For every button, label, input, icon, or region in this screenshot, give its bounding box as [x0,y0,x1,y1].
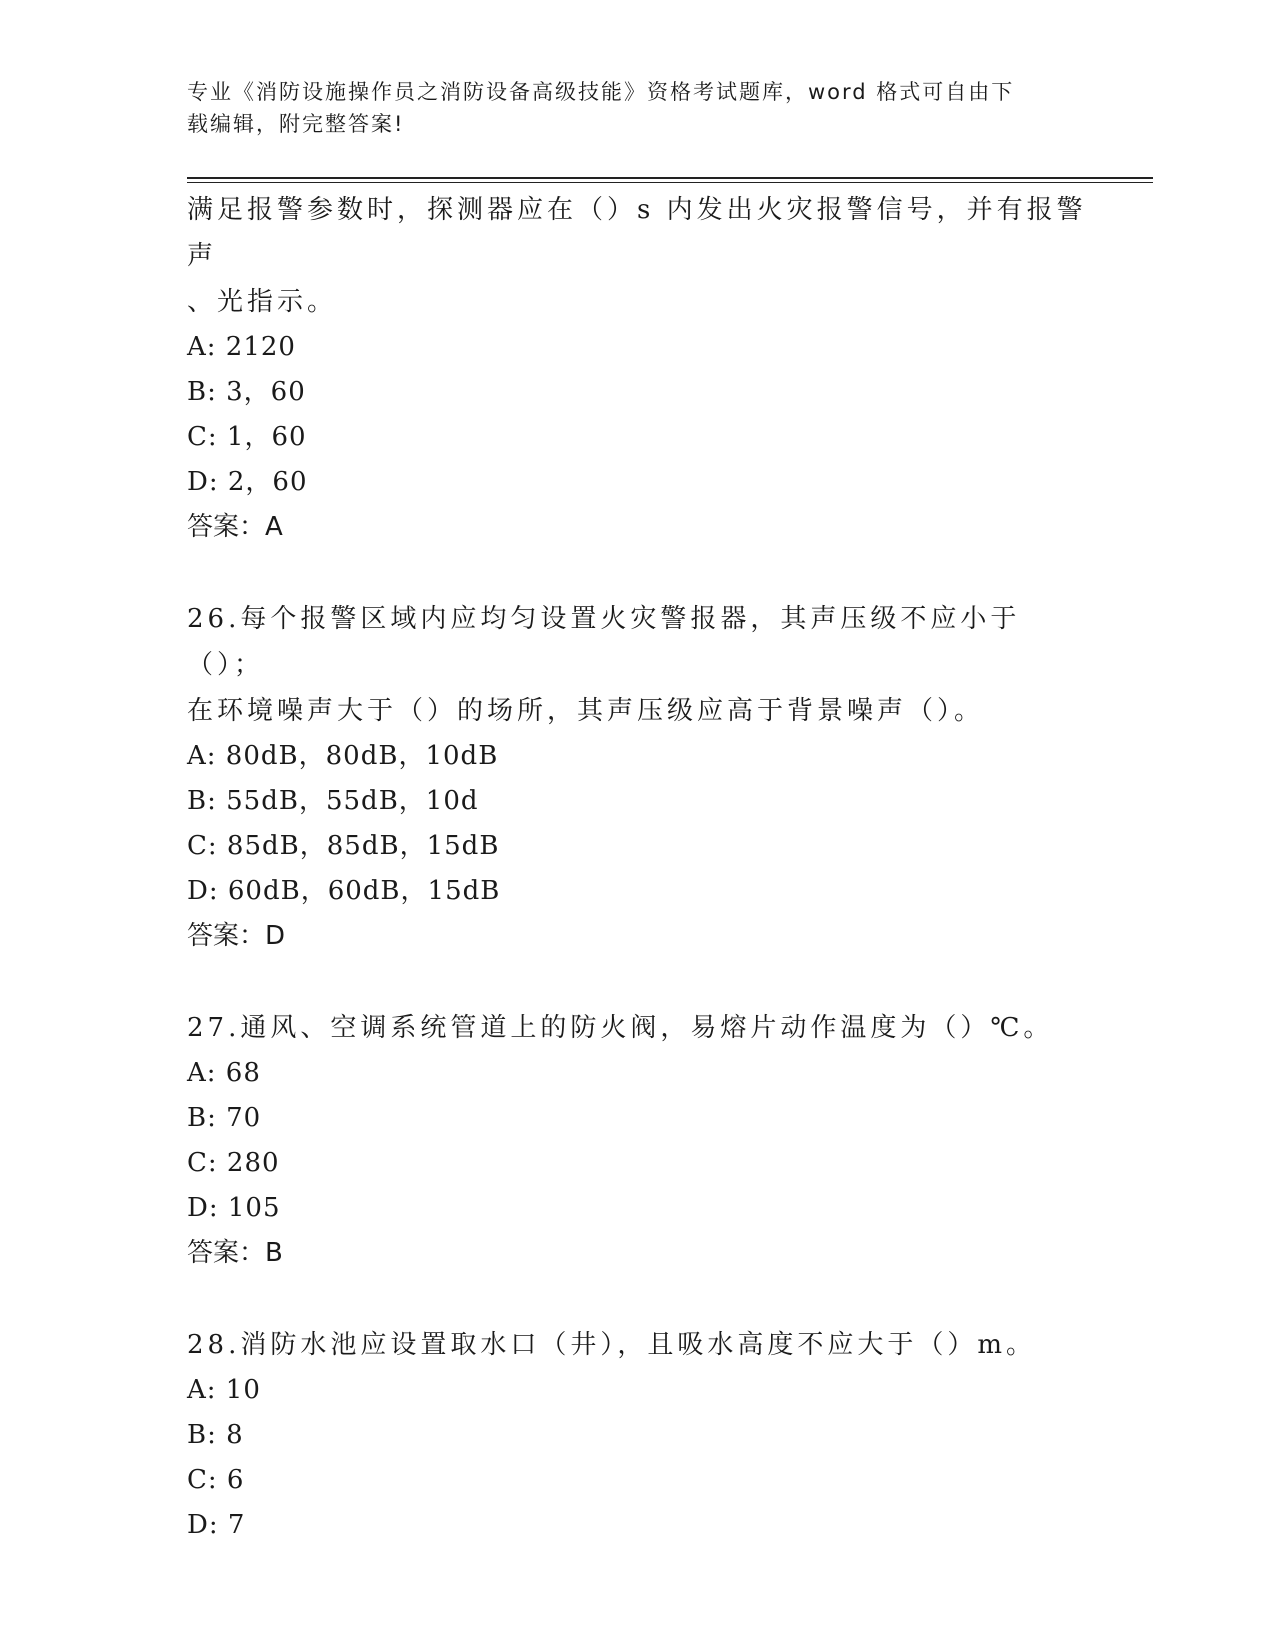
header-line-1: 专业《消防设施操作员之消防设备高级技能》资格考试题库，word 格式可自由下 [187,80,1015,104]
question-text: 27.通风、空调系统管道上的防火阀，易熔片动作温度为（）℃。 [187,1013,1054,1043]
option-c: C: 85dB，85dB，15dB [187,831,500,861]
option-c: C: 1，60 [187,422,307,452]
spacer [187,1276,1087,1322]
document-header [187,76,1067,140]
answer-line: 答案：B [187,1238,283,1268]
question-text-cont: 、光指示。 [187,287,338,317]
answer-line: 答案：A [187,512,283,542]
option-b: B: 8 [187,1420,244,1450]
option-a: A: 10 [187,1375,261,1405]
option-a: A: 68 [187,1058,261,1088]
option-d: D: 105 [187,1193,281,1223]
option-a: A: 2120 [187,332,296,362]
question-text: 满足报警参数时，探测器应在（）s 内发出火灾报警信号，并有报警声 [187,195,1087,271]
question-block [187,596,1087,959]
option-a: A: 80dB，80dB，10dB [187,741,499,771]
option-b: B: 55dB，55dB，10d [187,786,479,816]
answer-line: 答案：D [187,921,286,951]
header-line-2: 载编辑，附完整答案! [187,112,405,136]
option-b: B: 70 [187,1103,262,1133]
option-d: D: 60dB，60dB，15dB [187,876,501,906]
option-c: C: 6 [187,1465,245,1495]
question-text-cont: 在环境噪声大于（）的场所，其声压级应高于背景噪声（）。 [187,696,985,726]
option-c: C: 280 [187,1148,280,1178]
question-text: 28.消防水池应设置取水口（井），且吸水高度不应大于（）m。 [187,1330,1037,1360]
question-list [187,187,1087,1548]
question-block [187,1005,1087,1276]
option-d: D: 7 [187,1510,246,1540]
option-b: B: 3，60 [187,377,306,407]
question-text: 26.每个报警区域内应均匀设置火灾警报器，其声压级不应小于（）； [187,604,1021,680]
header-divider-thick [187,177,1153,179]
header-divider-thin [187,182,1153,183]
question-block [187,187,1087,550]
spacer [187,550,1087,596]
option-d: D: 2，60 [187,467,308,497]
question-block [187,1322,1087,1548]
spacer [187,959,1087,1005]
